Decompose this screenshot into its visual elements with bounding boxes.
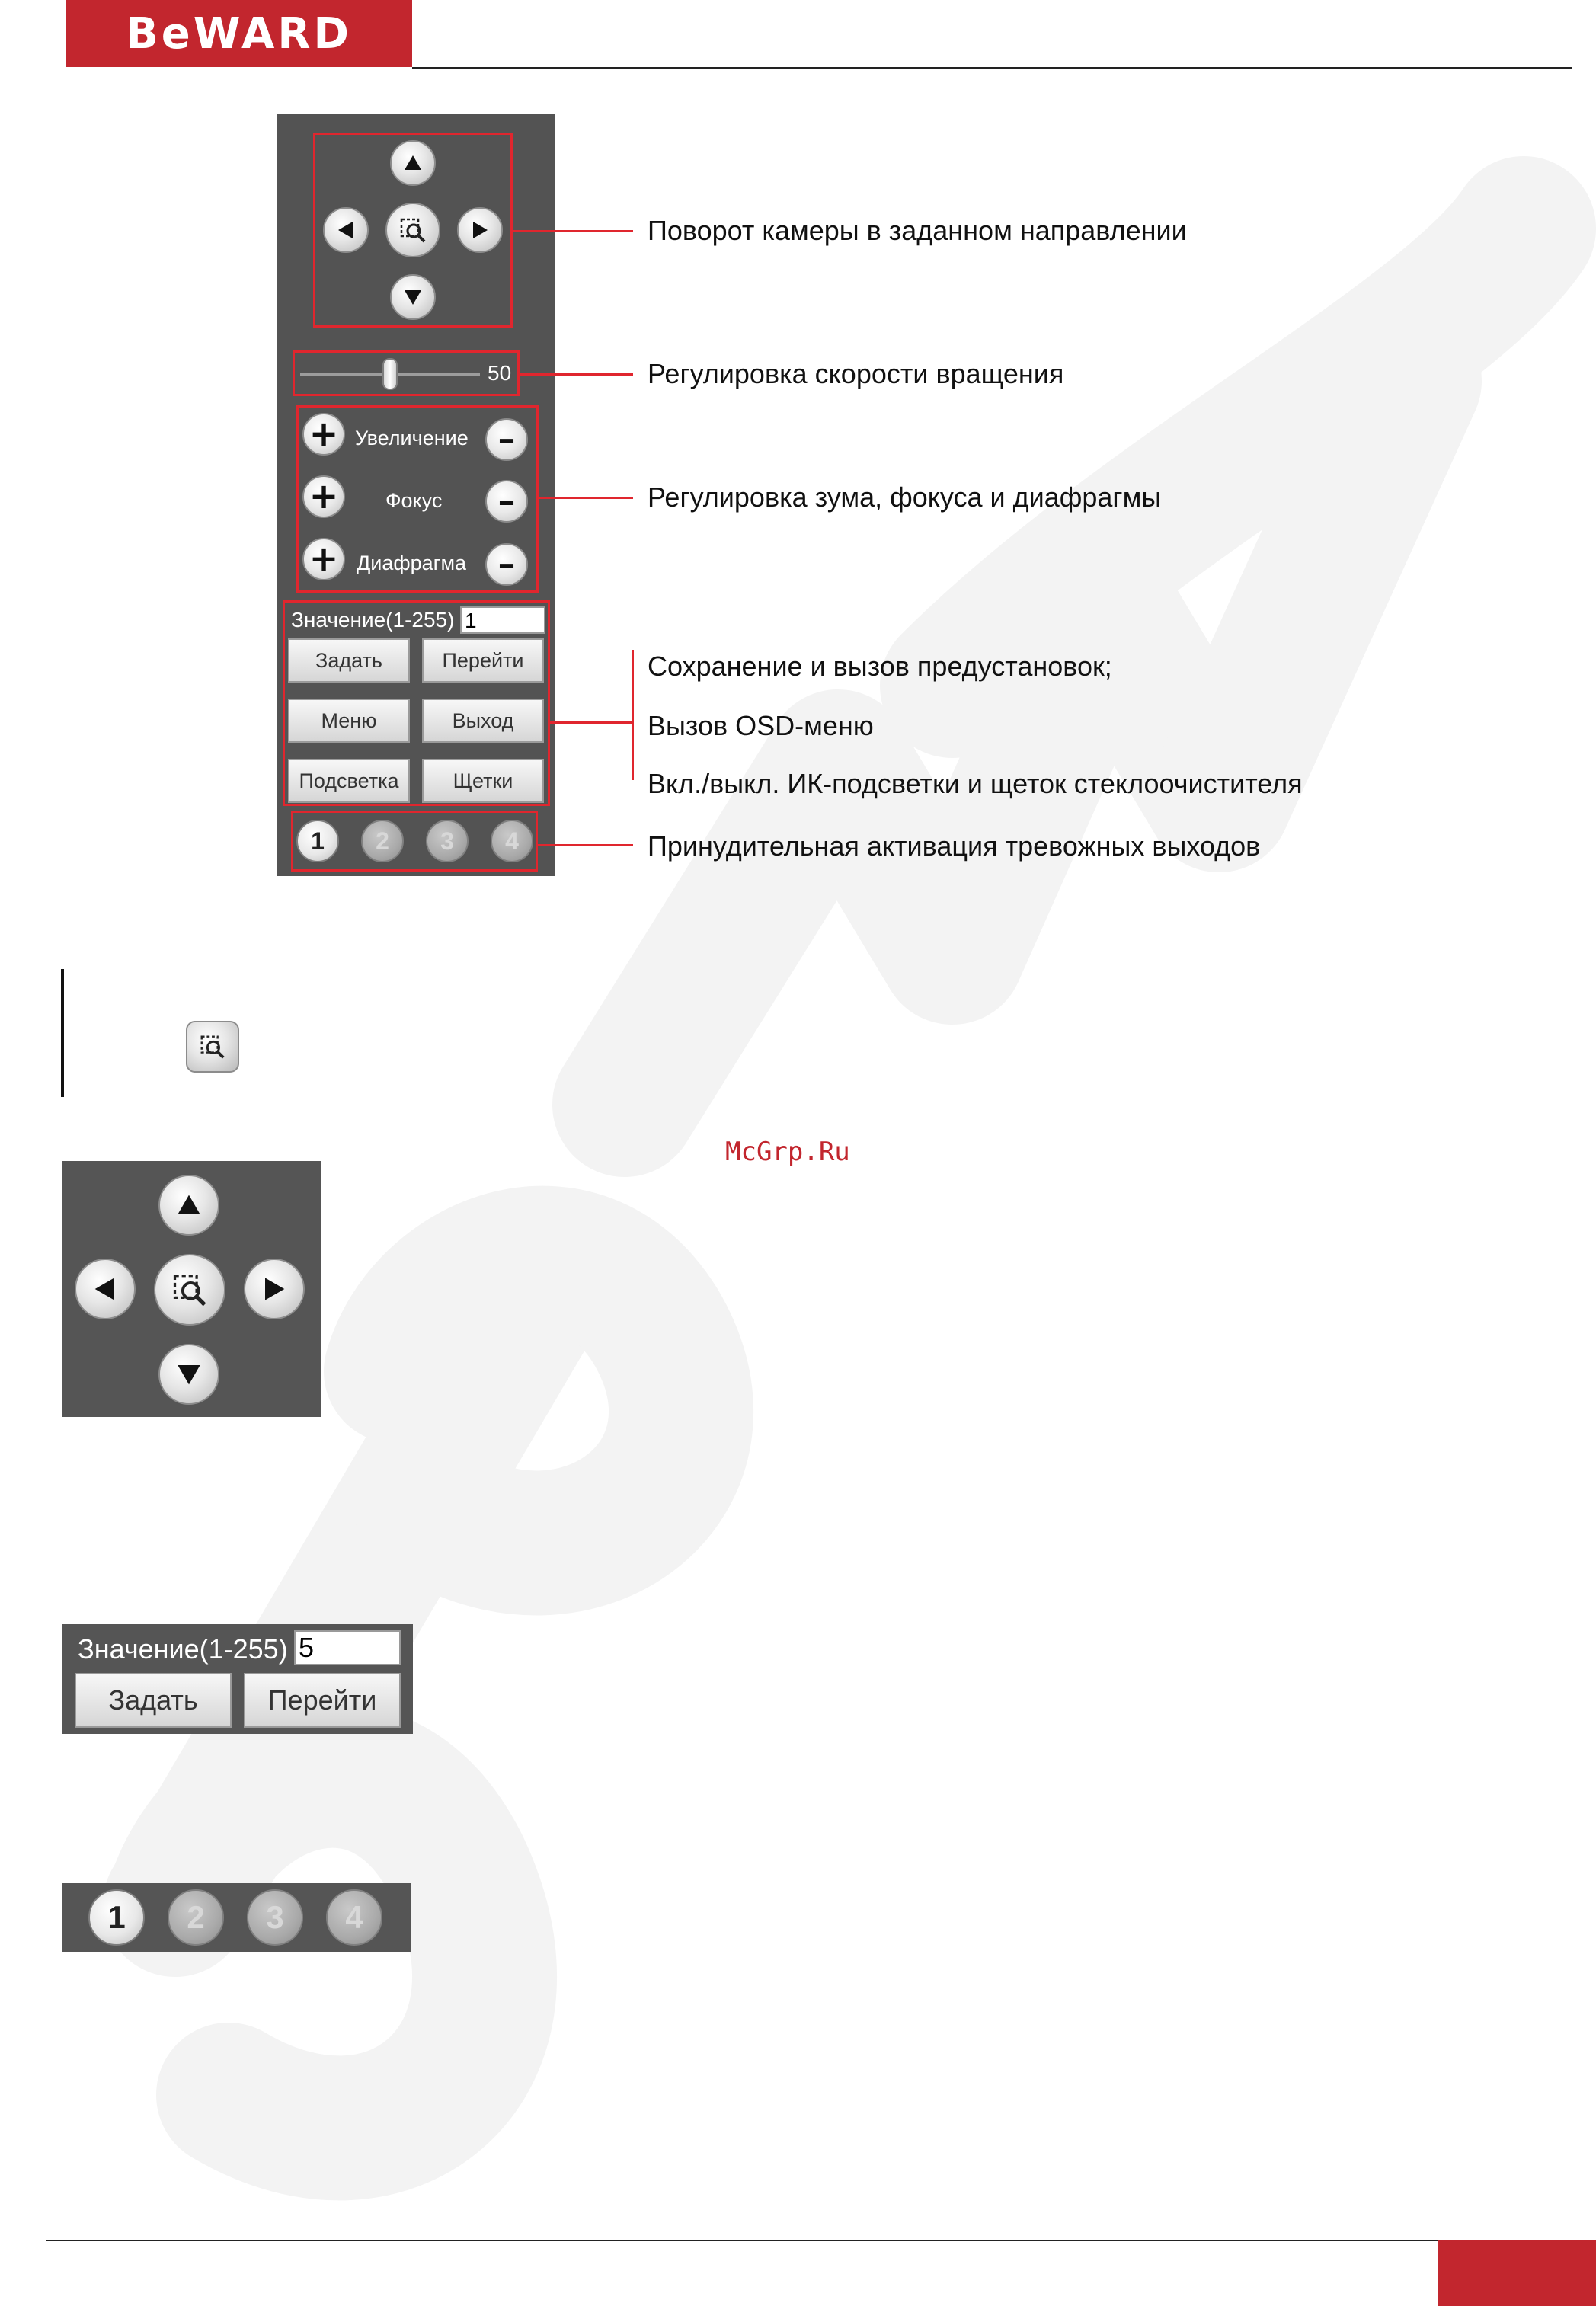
note-bar [61,969,64,1097]
arrow-up-icon [174,1190,204,1220]
arrow-down-icon [174,1359,204,1390]
alarm-output-2[interactable]: 2 [361,820,404,862]
zoom-in-button[interactable] [302,413,345,456]
preset-goto-button[interactable]: Перейти [422,638,544,683]
area-zoom-icon-sample [186,1021,239,1073]
iris-label: Диафрагма [357,552,467,574]
footer-rule [46,2240,1592,2241]
annotation-preset: Сохранение и вызов предустановок; [648,651,1112,682]
zoom-label: Увеличение [355,427,469,449]
focus-far-button[interactable] [485,480,528,523]
header-rule [412,67,1572,69]
pan-right-button[interactable] [457,207,503,253]
watermark-text: McGrp.Ru [725,1137,850,1167]
focus-label: Фокус [385,489,443,512]
sample-left-button [75,1259,136,1319]
connector-lens [539,497,633,499]
sample-preset-label: Значение(1-255) [78,1633,288,1665]
sample-area-zoom-button [154,1254,225,1326]
connector-preset-bracket [632,650,634,780]
speed-value: 50 [488,361,512,385]
sample-up-button [158,1175,219,1236]
sample-down-button [158,1344,219,1405]
preset-value-input[interactable]: 1 [460,606,545,634]
exit-button[interactable]: Выход [422,699,544,743]
annotation-ir: Вкл./выкл. ИК-подсветки и щеток стеклоочистителя [648,768,1303,799]
connector-speed [520,373,633,376]
sample-right-button [244,1259,305,1319]
minus-icon: – [497,418,516,459]
alarm-output-3[interactable]: 3 [426,820,469,862]
sample-alarm-output-3: 3 [247,1889,303,1946]
area-zoom-button[interactable] [385,203,440,257]
sample-alarm-output-2: 2 [168,1889,224,1946]
sample-preset-input: 5 [294,1630,401,1665]
pan-left-button[interactable] [323,207,369,253]
arrow-down-icon [401,286,424,309]
connector-preset [550,721,634,724]
menu-button[interactable]: Меню [288,699,410,743]
plus-icon: + [309,413,339,454]
zoom-out-button[interactable] [485,418,528,461]
alarm-output-1[interactable]: 1 [296,820,339,862]
arrow-right-icon [469,219,491,241]
focus-near-button[interactable] [302,475,345,518]
zoom-area-icon [198,1032,227,1061]
annotation-speed: Регулировка скорости вращения [648,358,1064,389]
zoom-area-icon [398,215,428,245]
arrow-up-icon [401,152,424,174]
pan-up-button[interactable] [390,140,436,186]
iris-close-button[interactable] [485,543,528,586]
annotation-osd: Вызов OSD-меню [648,710,874,741]
arrow-left-icon [90,1274,120,1304]
arrow-right-icon [259,1274,289,1304]
pan-down-button[interactable] [390,274,436,320]
preset-value-label: Значение(1-255) [291,608,455,632]
sample-alarm-output-1: 1 [88,1889,145,1946]
sample-set-button: Задать [75,1673,232,1728]
arrow-left-icon [334,219,357,241]
sample-alarm-output-4: 4 [326,1889,382,1946]
footer-page-tab [1438,2240,1596,2306]
preset-set-button[interactable]: Задать [288,638,410,683]
sample-goto-button: Перейти [244,1673,401,1728]
speed-slider-handle[interactable] [382,358,398,390]
zoom-area-icon [170,1270,209,1310]
minus-icon: – [497,480,516,521]
annotation-lens: Регулировка зума, фокуса и диафрагмы [648,481,1162,513]
annotation-ptz: Поворот камеры в заданном направлении [648,215,1187,246]
iris-open-button[interactable] [302,538,345,580]
alarm-output-4[interactable]: 4 [491,820,533,862]
plus-icon: + [309,538,339,579]
minus-icon: – [497,543,516,584]
annotation-alarm: Принудительная активация тревожных выходов [648,830,1261,862]
wiper-button[interactable]: Щетки [422,759,544,803]
connector-alarm [538,844,633,846]
connector-ptz [513,230,633,232]
ir-light-button[interactable]: Подсветка [288,759,410,803]
brand-logo: BeWARD [126,8,352,59]
plus-icon: + [309,475,339,517]
